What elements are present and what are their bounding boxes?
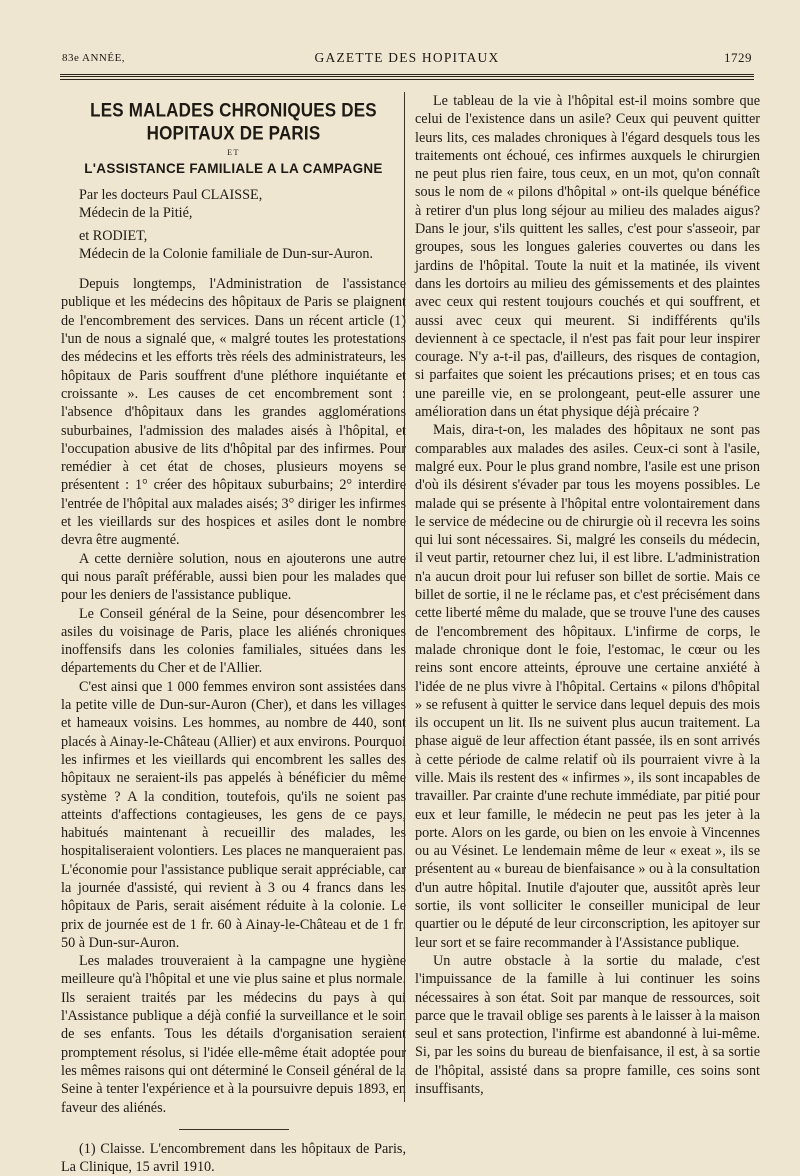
author-affiliation: Médecin de la Pitié, bbox=[79, 205, 193, 222]
paragraph: C'est ainsi que 1 000 femmes environ sont assistées dans la petite ville de Dun-sur-Auron (Cher), et dans les villages et hameaux voisins. Les hommes, au nombre de 440, sont placés à Ainay-le-Château (Allier) et aux environs. Pourquoi les infirmes et les vieillards qui encombrent les salles des hôpitaux ne seraient-ils pas appelés à bénéficier du même système ? A la condition, toutefois, qu'ils ne soient pas atteints d'affections contagieuses, les gens de ce pays, habitués maintenant à recueillir des malades, les hospitaliseraient volontiers. Les places ne manqueraient pas. L'économie pour l'assistance publique serait appréciable, car la journée d'assisté, qui revient à 3 ou 4 francs dans les hôpitaux de Paris, serait aisément réduite à la colonie. Le prix de journée est de 1 fr. 60 à Ainay-le-Château et de 1 fr. 50 à Dun-sur-Auron. bbox=[61, 678, 406, 951]
running-header bbox=[62, 50, 752, 70]
right-column bbox=[415, 92, 760, 1098]
footnote-separator bbox=[179, 1129, 289, 1130]
article-subtitle: L'ASSISTANCE FAMILIALE A LA CAMPAGNE bbox=[84, 161, 383, 176]
author-byline: Par les docteurs Paul CLAISSE, bbox=[79, 187, 263, 203]
paragraph: Mais, dira-t-on, les malades des hôpitaux ne sont pas comparables aux malades des asiles. Ceux-ci sont à l'asile, malgré eux. Pour le plus grand nombre, l'asile est une prison d'où ils désirent s'évader par tous les moyens possibles. Le malade qui se présente à l'hôpital entre volontairement dans le service de médecine ou de chirurgie où il recevra les soins qui lui sont nécessaires. Si, malgré les conseils du médecin, il veut partir, retourner chez lui, il est libre. L'administration n'a aucun droit pour lui refuser son billet de sortie. Mais ce billet de sortie, il ne le réclame pas, et c'est précisément dans cette liberté même du malade, que se trouve l'une des causes de l'encombrement des hôpitaux. L'infirme de corps, le malade chronique dont le foie, l'estomac, le cœur ou les reins sont encore atteints, éprouve une certaine anxiété à l'idée de ne plus vivre à l'hôpital. Certains « pilons d'hôpital » se refusent à quitter le service dans lequel depuis des mois ils occupent un lit. Ils ne suivent plus aucun traitement. La phase aiguë de leur affection étant passée, ils en sont arrivés à cette période de calme relatif où ils pourraient vivre à la ville. Mais ils restent des « infirmes », ils sont incapables de travailler. Par crainte d'une rechute immédiate, par pitié pour eux et leur famille, le médecin ne peut pas les jeter à la porte. Alors on les garde, ou bien on les envoie à Vincennes ou au Vésinet. Le lendemain même de leur « exeat », ils se présentent au « bureau de bienfaisance » ou à la consultation d'un autre hôpital. Inutile d'ajouter que, aussitôt après leur sortie, ils vont solliciter le conseiller municipal de leur quartier ou le député de leur circonscription, les apitoyer sur leur sort et se faire recommander à l'Assistance publique. bbox=[415, 422, 760, 951]
coauthor-byline: et RODIET, bbox=[79, 227, 148, 244]
coauthor-affiliation: Médecin de la Colonie familiale de Dun-sur-Auron. bbox=[79, 245, 374, 262]
paragraph: Depuis longtemps, l'Administration de l'assistance publique et les médecins des hôpitaux de Paris se plaignent de l'encombrement des services. Dans un récent article (1) l'un de nous a signalé que, « malgré toutes les protestations des médecins et les efforts très réels des administrateurs, les hôpitaux de Paris souffrent d'une pléthore inquiétante et croissante ». Les causes de cet encombrement sont : l'absence d'hôpitaux dans les grandes agglomérations suburbaines, l'admission des malades aisés à l'hôpital, et l'occupation abusive de lits d'hôpital par des infirmes. Pour remédier à cet état de choses, plusieurs moyens se présentent : 1° créer des hôpitaux suburbains; 2° interdire l'entrée de l'hôpital aux malades aisés; 3° diriger les infirmes et les vieillards sur des hospices et asiles dont le nombre devra être augmenté. bbox=[61, 276, 406, 549]
article-title: LES MALADES CHRONIQUES DES HOPITAUX DE PARIS bbox=[90, 99, 377, 144]
footnote: (1) Claisse. L'encombrement dans les hôpitaux de Paris, La Clinique, 15 avril 1910. bbox=[61, 1140, 406, 1176]
paragraph: A cette dernière solution, nous en ajouterons une autre qui nous paraît préférable, aussi bien pour les malades que pour les deniers de l'assistance publique. bbox=[61, 550, 406, 604]
title-conjunction: ET bbox=[227, 148, 240, 157]
journal-title: GAZETTE DES HOPITAUX bbox=[314, 50, 500, 65]
paragraph: Le tableau de la vie à l'hôpital est-il moins sombre que celui de l'existence dans un asile? Ceux qui peuvent quitter leurs lits, ces malades chroniques à l'égard desquels tous les traitements ont échoué, ces infirmes auxquels le chirurgien ne peut plus rien faire, tous ceux, en un mot, qu'on connaît sous le nom de « pilons d'hôpital » ont-ils quelque bénéfice à retirer d'un plus long séjour au milieu des malades aigus? Dans le jour, s'ils quittent les salles, c'est pour s'asseoir, par groupes, sous les longues galeries couvertes ou dans les jardins de l'hôpital. Toute la nuit et la matinée, ils vivent dans les dortoirs au milieu des gémissements et des plaintes avec ceux qui restent toujours couchés et qui souffrent, et aussi avec ceux qui meurent. Si indifférents qu'ils deviennent à ce spectacle, il n'est pas fait pour leur inspirer courage. N'y a-t-il pas, d'ailleurs, des risques de contagion, si parfaites que soient les précautions prises; et en tous cas une pareille vie, en se prolongeant, peut-elle assurer une amélioration dans un état physique déjà précaire ? bbox=[415, 93, 760, 421]
volume-year: 83e ANNÉE, bbox=[62, 52, 126, 64]
header-rule-thin bbox=[60, 79, 754, 80]
paragraph: Les malades trouveraient à la campagne une hygiène meilleure qu'à l'hôpital et une vie plus saine et plus normale. Ils seraient traités par les médecins du pays à qui l'Assistance publique a déjà confié la surveillance et le soin de ses enfants. Tous les détails d'organisation seraient promptement résolus, si l'idée elle-même était adoptée pour les mêmes raisons qui ont déterminé le Conseil général de la Seine à tenter l'expérience et à la poursuivre depuis 1893, en faveur des aliénés. bbox=[61, 953, 406, 1116]
paragraph: Un autre obstacle à la sortie du malade, c'est l'impuissance de la famille à lui continuer les soins nécessaires à son état. Soit par manque de ressources, soit parce que le travail oblige ses parents à le laisser à la maison seul et sans protection, l'infirme est abandonné à lui-même. Si, par les soins du bureau de bienfaisance, il est, à sa sortie de l'hôpital, assisté dans sa propre famille, ces soins sont insuffisants, bbox=[415, 952, 760, 1098]
left-column bbox=[61, 92, 406, 1176]
paragraph: Le Conseil général de la Seine, pour désencombrer les asiles du voisinage de Paris, place les aliénés chroniques inoffensifs dans les colonies familiales, situées dans les départements du Cher et de l'Allier. bbox=[61, 605, 406, 677]
column-divider bbox=[404, 92, 405, 1102]
header-rule bbox=[60, 74, 754, 77]
page-number: 1729 bbox=[724, 50, 752, 65]
